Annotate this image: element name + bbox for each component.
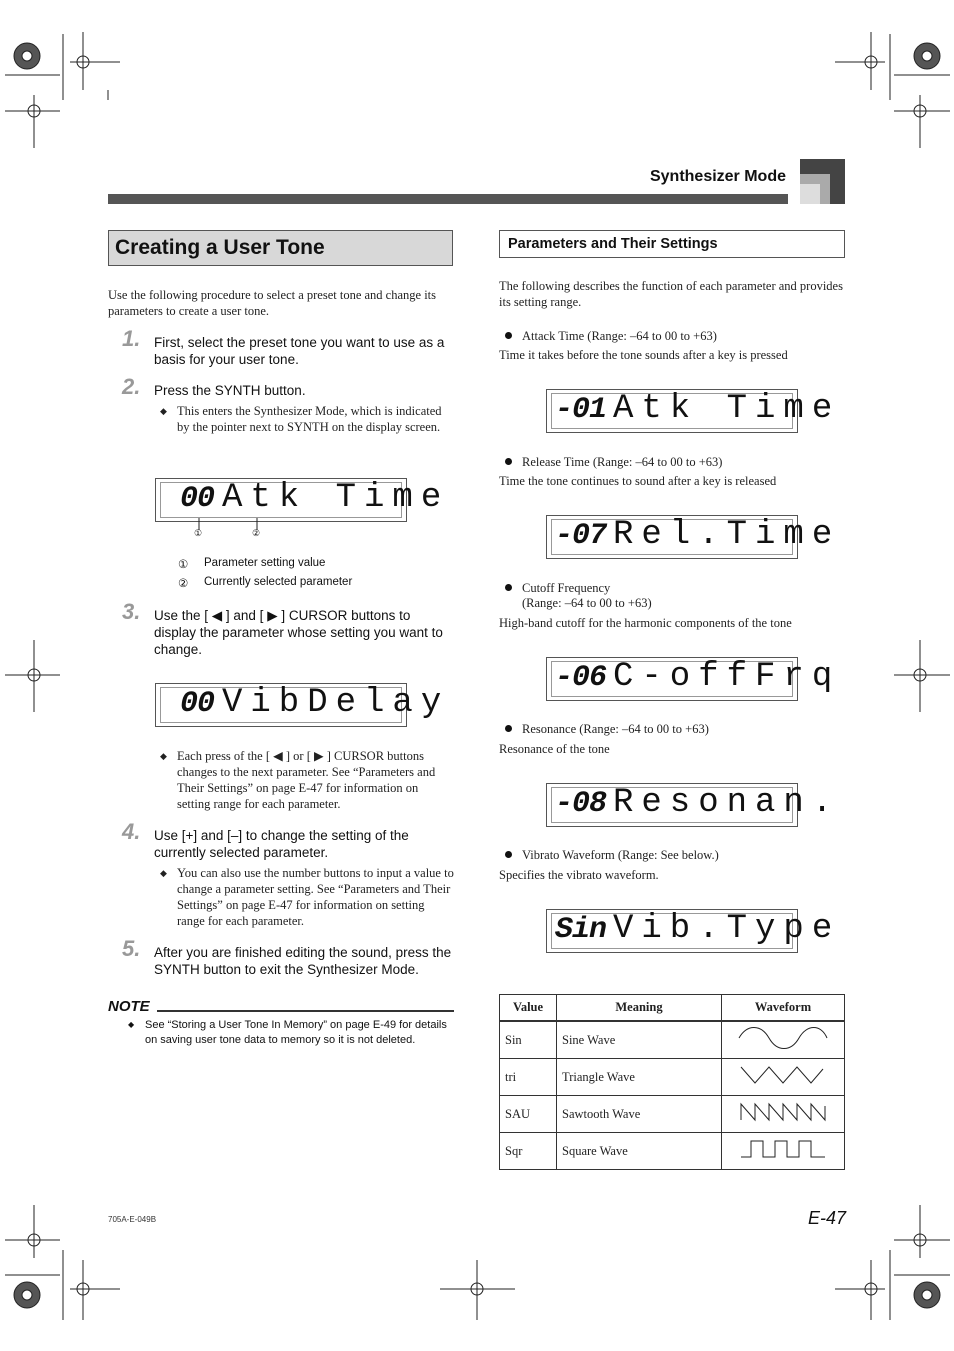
lcd-display-vib-delay (155, 683, 450, 727)
step-text-5: After you are finished editing the sound, press the SYNTH button to exit the Synthesizer Mode. (154, 945, 452, 977)
step-number-5: 5. (122, 936, 141, 961)
intro-paragraph: Use the following procedure to select a preset tone and change its parameters to create a user tone. (108, 288, 437, 318)
table-row (500, 1021, 845, 1059)
lcd-parameter: Atk Time (613, 390, 841, 428)
legend-mark-2: ② (178, 578, 189, 590)
cell-meaning: Sawtooth Wave (557, 1096, 722, 1133)
param-release-label: Release Time (Range: –64 to 00 to +63) (522, 454, 722, 470)
callout-2-mark: ② (252, 528, 261, 538)
lcd-display-resonance (546, 783, 841, 827)
param-attack-label: Attack Time (Range: –64 to 00 to +63) (522, 328, 717, 344)
step-number-4: 4. (122, 819, 141, 844)
cell-meaning: Triangle Wave (557, 1059, 722, 1096)
lcd-parameter: Atk Time (222, 479, 450, 517)
lcd-parameter: Rel.Time (613, 516, 841, 554)
subsection-title: Parameters and Their Settings (499, 230, 845, 258)
cell-meaning: Square Wave (557, 1133, 722, 1170)
triangle-wave-icon (737, 1063, 829, 1087)
param-cutoff-label: Cutoff Frequency (522, 580, 610, 596)
lcd-parameter: Vib.Type (613, 910, 841, 948)
table-header-row (500, 995, 845, 1022)
cell-value: Sqr (500, 1133, 557, 1170)
header-value: Value (500, 995, 557, 1022)
square-wave-icon (737, 1137, 829, 1161)
lcd-parameter: VibDelay (222, 684, 450, 722)
cell-waveform (722, 1059, 845, 1096)
header-rule (108, 194, 788, 204)
param-cutoff-desc: High-band cutoff for the harmonic components of the tone (499, 616, 792, 630)
param-cutoff-range: (Range: –64 to 00 to +63) (522, 596, 652, 610)
sine-wave-icon (737, 1026, 829, 1050)
page-number: E-47 (808, 1208, 847, 1228)
params-intro: The following describes the function of each parameter and provides its setting range. (499, 279, 843, 309)
param-resonance-label: Resonance (Range: –64 to 00 to +63) (522, 721, 709, 737)
cell-value: Sin (500, 1021, 557, 1059)
param-attack-desc: Time it takes before the tone sounds after a key is pressed (499, 348, 788, 362)
lcd-display-release (546, 515, 841, 559)
legend-mark-1: ① (178, 559, 189, 571)
lcd-value: 00 (180, 482, 215, 516)
sawtooth-wave-icon (737, 1100, 829, 1124)
header-tab-block (800, 159, 845, 204)
lcd-value: -07 (555, 519, 607, 553)
legend-text-1: Parameter setting value (204, 557, 326, 569)
param-vibrato-label: Vibrato Waveform (Range: See below.) (522, 847, 719, 863)
param-release-desc: Time the tone continues to sound after a key is released (499, 474, 777, 488)
table-row (500, 1096, 845, 1133)
lcd-parameter: Resonan. (613, 784, 841, 822)
cell-meaning: Sine Wave (557, 1021, 722, 1059)
table-row (500, 1059, 845, 1096)
table-row (500, 1133, 845, 1170)
lcd-value: -01 (555, 393, 607, 427)
step4-bullet: ◆ You can also use the number buttons to input a value to change a parameter setting. See “Parameters and Their Settings” on page E-47 for information on setting range for each parameter. (160, 866, 454, 928)
cell-value: tri (500, 1059, 557, 1096)
step-text-3: Use the [ ◀ ] and [ ▶ ] CURSOR buttons to display the parameter whose setting you want to change. (154, 608, 443, 657)
lcd-value: 00 (180, 687, 215, 721)
lcd-value: -06 (555, 661, 607, 695)
note-rule (157, 1010, 454, 1012)
step-text-1: First, select the preset tone you want to use as a basis for your user tone. (154, 335, 445, 367)
lcd-display-vibrato (546, 909, 841, 953)
step-number-3: 3. (122, 599, 141, 624)
section-header: Synthesizer Mode (649, 168, 786, 185)
section-title: Creating a User Tone (108, 230, 453, 266)
lcd-display-attack (546, 389, 841, 433)
step-text-2: Press the SYNTH button. (154, 383, 306, 398)
param-resonance-desc: Resonance of the tone (499, 742, 610, 756)
cell-value: SAU (500, 1096, 557, 1133)
note-text: ◆ See “Storing a User Tone In Memory” on page E-49 for details on saving user tone data to memory so it is not deleted. (128, 1019, 447, 1046)
cell-waveform (722, 1096, 845, 1133)
step-number-1: 1. (122, 326, 141, 351)
lcd-value: -08 (555, 787, 607, 821)
step-number-2: 2. (122, 374, 141, 399)
step3-bullet: ◆ Each press of the [ ◀ ] or [ ▶ ] CURSOR buttons changes to the next parameter. See “Parameters and Their Settings” on page E-47 for information on setting range for each parameter. (160, 749, 436, 811)
note-label: NOTE (108, 998, 150, 1015)
cell-waveform (722, 1133, 845, 1170)
header-waveform: Waveform (722, 995, 845, 1022)
lcd-display-atk-time (155, 478, 450, 522)
cell-waveform (722, 1021, 845, 1059)
header-meaning: Meaning (557, 995, 722, 1022)
waveform-table (499, 994, 845, 1170)
lcd-display-cutoff (546, 657, 841, 701)
legend-text-2: Currently selected parameter (204, 576, 353, 588)
lcd-parameter: C-offFrq (613, 658, 841, 696)
param-vibrato-desc: Specifies the vibrato waveform. (499, 868, 659, 882)
callout-1-mark: ① (194, 528, 203, 538)
document-code: 705A-E-049B (108, 1215, 157, 1224)
step-text-4: Use [+] and [–] to change the setting of the currently selected parameter. (154, 828, 409, 860)
lcd-value: Sin (555, 913, 607, 947)
step2-bullet: ◆ This enters the Synthesizer Mode, which is indicated by the pointer next to SYNTH on the display screen. (160, 404, 442, 434)
